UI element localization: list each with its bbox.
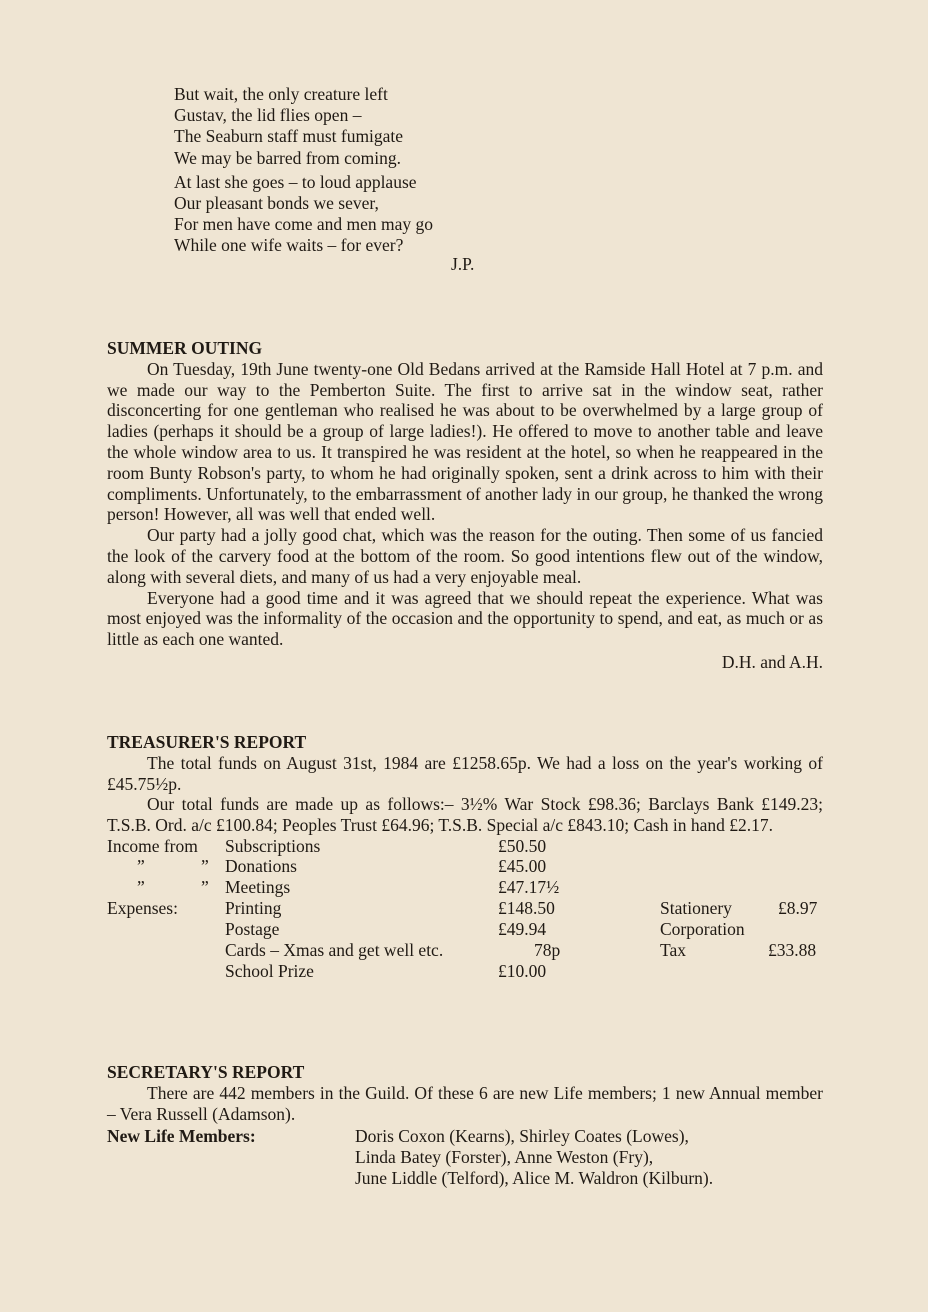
- poem-line: Our pleasant bonds we sever,: [174, 193, 379, 214]
- paragraph: The total funds on August 31st, 1984 are £1258.65p. We had a loss on the year's working of £45.75½p.: [107, 752, 823, 794]
- expense-item: Printing: [225, 897, 282, 918]
- poem-line: For men have come and men may go: [174, 214, 434, 235]
- expense-amount: £10.00: [498, 960, 547, 981]
- expense-item: Stationery: [660, 897, 732, 918]
- treasurer-section: [107, 732, 823, 981]
- poem-line: While one wife waits – for ever?: [174, 235, 404, 256]
- expense-amount: £148.50: [498, 897, 555, 918]
- expense-item: Cards – Xmas and get well etc.: [225, 939, 444, 960]
- poem-line: The Seaburn staff must fumigate: [174, 126, 404, 147]
- accounts-ledger: [107, 835, 823, 981]
- expense-item: School Prize: [225, 960, 314, 981]
- list-item: Linda Batey (Forster), Anne Weston (Fry),: [355, 1147, 654, 1168]
- ditto-mark: ”: [201, 876, 209, 897]
- poem-initials: J.P.: [451, 254, 475, 274]
- life-members-label: New Life Members:: [107, 1126, 256, 1147]
- paragraph: Our party had a jolly good chat, which was the reason for the outing. Then some of us fancied the look of the carvery food at the bottom of the room. So good intentions flew out of the window, along with several diets, and many of us had a very enjoyable meal.: [107, 525, 823, 587]
- paragraph: There are 442 members in the Guild. Of these 6 are new Life members; 1 new Annual member – Vera Russell (Adamson).: [107, 1082, 823, 1124]
- poem-line: At last she goes – to loud applause: [174, 171, 417, 192]
- ditto-mark: ”: [137, 876, 145, 897]
- section-heading: SUMMER OUTING: [107, 338, 263, 358]
- income-item: Subscriptions: [225, 835, 321, 856]
- income-amount: £45.00: [498, 855, 547, 876]
- paragraph: Our total funds are made up as follows:– 3½% War Stock £98.36; Barclays Bank £149.23; T.S.B. Ord. a/c £100.84; Peoples Trust £64.96; T.S.B. Special a/c £843.10; Cash in hand £2.17.: [107, 794, 823, 836]
- ditto-mark: ”: [137, 855, 145, 876]
- new-life-members: [107, 1126, 823, 1188]
- expense-amount: £33.88: [768, 939, 817, 960]
- poem: [174, 84, 433, 257]
- section-heading: SECRETARY'S REPORT: [107, 1062, 305, 1082]
- list-item: Doris Coxon (Kearns), Shirley Coates (Lowes),: [355, 1126, 689, 1147]
- expense-item: Postage: [225, 918, 280, 939]
- expense-amount: 78p: [534, 939, 561, 960]
- income-label: Income from: [107, 835, 198, 856]
- income-amount: £47.17½: [498, 876, 560, 897]
- summer-outing-section: [107, 338, 823, 673]
- life-members-list: [355, 1126, 713, 1188]
- expense-amount: £49.94: [498, 918, 547, 939]
- section-heading: TREASURER'S REPORT: [107, 732, 307, 752]
- poem-line: We may be barred from coming.: [174, 147, 401, 168]
- poem-line: Gustav, the lid flies open –: [174, 105, 362, 126]
- expense-item: Corporation: [660, 918, 745, 939]
- list-item: June Liddle (Telford), Alice M. Waldron (Kilburn).: [355, 1167, 714, 1188]
- ditto-mark: ”: [201, 855, 209, 876]
- expense-amount: £8.97: [778, 897, 818, 918]
- income-item: Meetings: [225, 876, 291, 897]
- paragraph: On Tuesday, 19th June twenty-one Old Bedans arrived at the Ramside Hall Hotel at 7 p.m. and we made our way to the Pemberton Suite. The first to arrive sat in the window seat, rather disconcerting for one gentleman who realised he was about to be overwhelmed by a large group of ladies (perhaps it should be a group of large ladies!). He offered to move to another table and leave the whole window area to us. It transpired he was resident at the hotel, so when he reappeared in the room Bunty Robson's party, to whom he had originally spoken, sent a drink across to him with their compliments. Unfortunately, to the embarrassment of another lady in our group, he thanked the wrong person! However, all was well that ended well.: [107, 358, 823, 525]
- secretary-section: [107, 1062, 823, 1189]
- paragraph: Everyone had a good time and it was agreed that we should repeat the experience. What was most enjoyed was the informality of the occasion and the opportunity to spend, and eat, as much or as little as each one wanted.: [107, 587, 823, 650]
- income-item: Donations: [225, 855, 297, 876]
- outing-initials: D.H. and A.H.: [721, 651, 823, 672]
- poem-line: But wait, the only creature left: [174, 84, 388, 104]
- expenses-label: Expenses:: [107, 897, 178, 918]
- expense-item: Tax: [660, 939, 686, 960]
- income-amount: £50.50: [498, 835, 547, 856]
